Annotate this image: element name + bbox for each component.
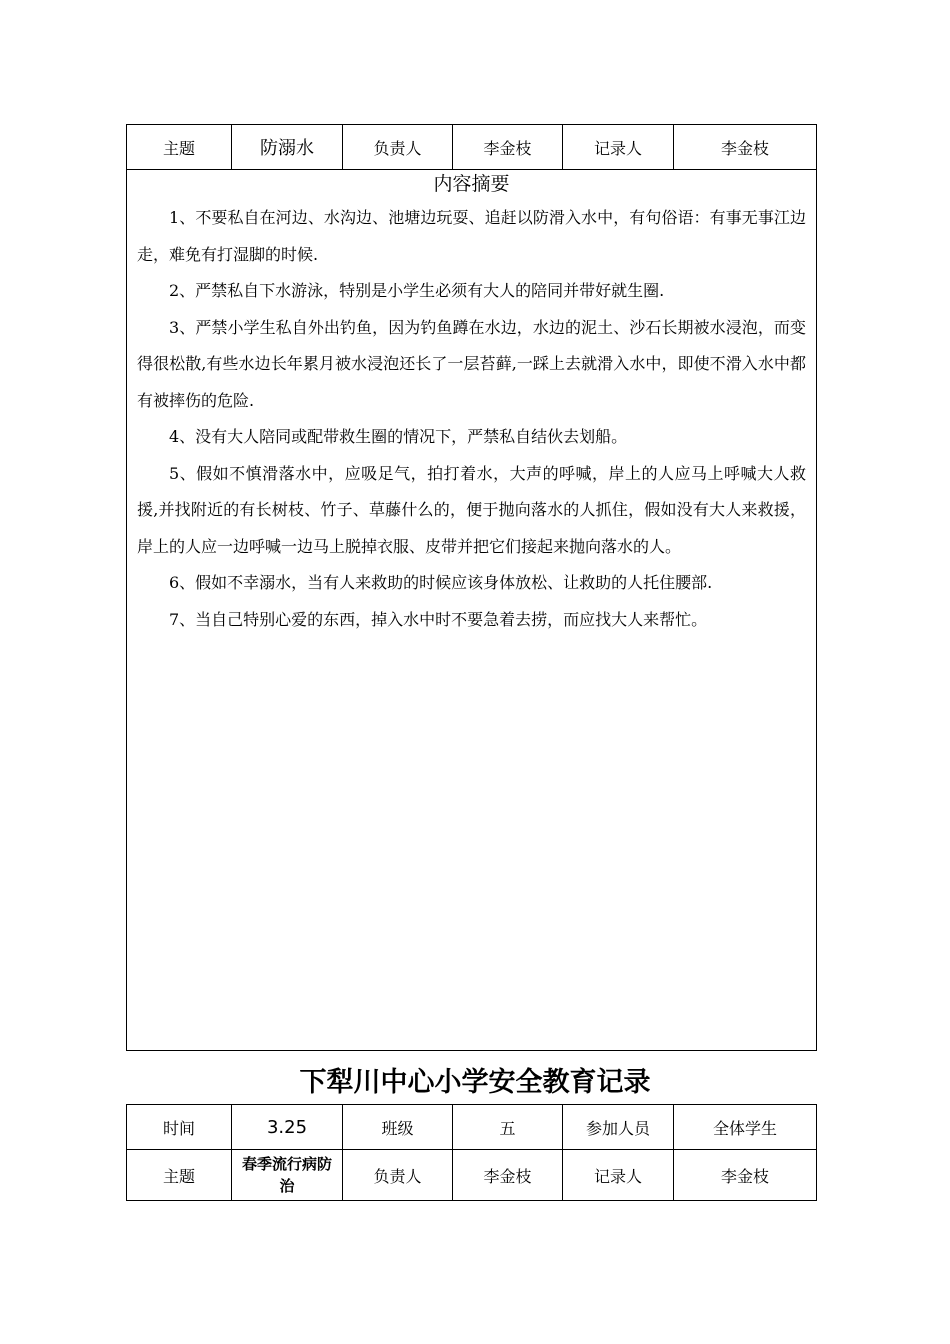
content-cell [127, 170, 817, 1051]
paragraph-3: 3、严禁小学生私自外出钓鱼，因为钓鱼蹲在水边，水边的泥土、沙石长期被水浸泡，而变得很松散,有些水边长年累月被水浸泡还长了一层苔藓,一踩上去就滑入水中，即使不滑入水中都有被摔伤的危险. [137, 317, 806, 410]
owner-value: 李金枝 [453, 125, 563, 170]
paragraph-7: 7、当自己特别心爱的东西，掉入水中时不要急着去捞，而应找大人来帮忙。 [169, 609, 708, 629]
theme-value: 防溺水 [232, 125, 343, 170]
paragraph-2: 2、严禁私自下水游泳，特别是小学生必须有大人的陪同并带好就生圈. [169, 281, 665, 300]
record-table-2 [126, 1104, 817, 1201]
class-label: 班级 [343, 1105, 453, 1150]
info-row [127, 1105, 817, 1150]
recorder-label: 记录人 [563, 1150, 674, 1201]
owner-label: 负责人 [343, 125, 453, 170]
header-row [127, 125, 817, 170]
theme-value: 春季流行病防治 [232, 1150, 343, 1201]
time-label: 时间 [127, 1105, 232, 1150]
record-title: 下犁川中心小学安全教育记录 [299, 1067, 651, 1098]
time-value: 3.25 [232, 1105, 343, 1150]
theme-label: 主题 [127, 125, 232, 170]
owner-value: 李金枝 [453, 1150, 563, 1201]
content-row [127, 170, 817, 1051]
owner-label: 负责人 [343, 1150, 453, 1201]
participants-value: 全体学生 [674, 1105, 817, 1150]
theme-label: 主题 [127, 1150, 232, 1201]
participants-label: 参加人员 [563, 1105, 674, 1150]
content-title: 内容摘要 [433, 173, 510, 195]
paragraph-6: 6、假如不幸溺水，当有人来救助的时候应该身体放松、让救助的人托住腰部. [169, 573, 713, 592]
record-table-1 [126, 124, 817, 1051]
paragraph-1: 1、不要私自在河边、水沟边、池塘边玩耍、追赶以防滑入水中，有句俗语：有事无事江边走，难免有打湿脚的时候. [137, 208, 806, 264]
class-value: 五 [453, 1105, 563, 1150]
paragraph-5: 5、假如不慎滑落水中，应吸足气，拍打着水，大声的呼喊，岸上的人应马上呼喊大人救援,并找附近的有长树枝、竹子、草藤什么的，便于抛向落水的人抓住，假如没有大人来救援，岸上的人应一边呼喊一边马上脱掉衣服、皮带并把它们接起来抛向落水的人。 [137, 463, 806, 556]
paragraph-4: 4、没有大人陪同或配带救生圈的情况下，严禁私自结伙去划船。 [169, 427, 628, 446]
recorder-value: 李金枝 [674, 1150, 817, 1201]
recorder-value: 李金枝 [674, 125, 817, 170]
theme-row [127, 1150, 817, 1201]
recorder-label: 记录人 [563, 125, 674, 170]
